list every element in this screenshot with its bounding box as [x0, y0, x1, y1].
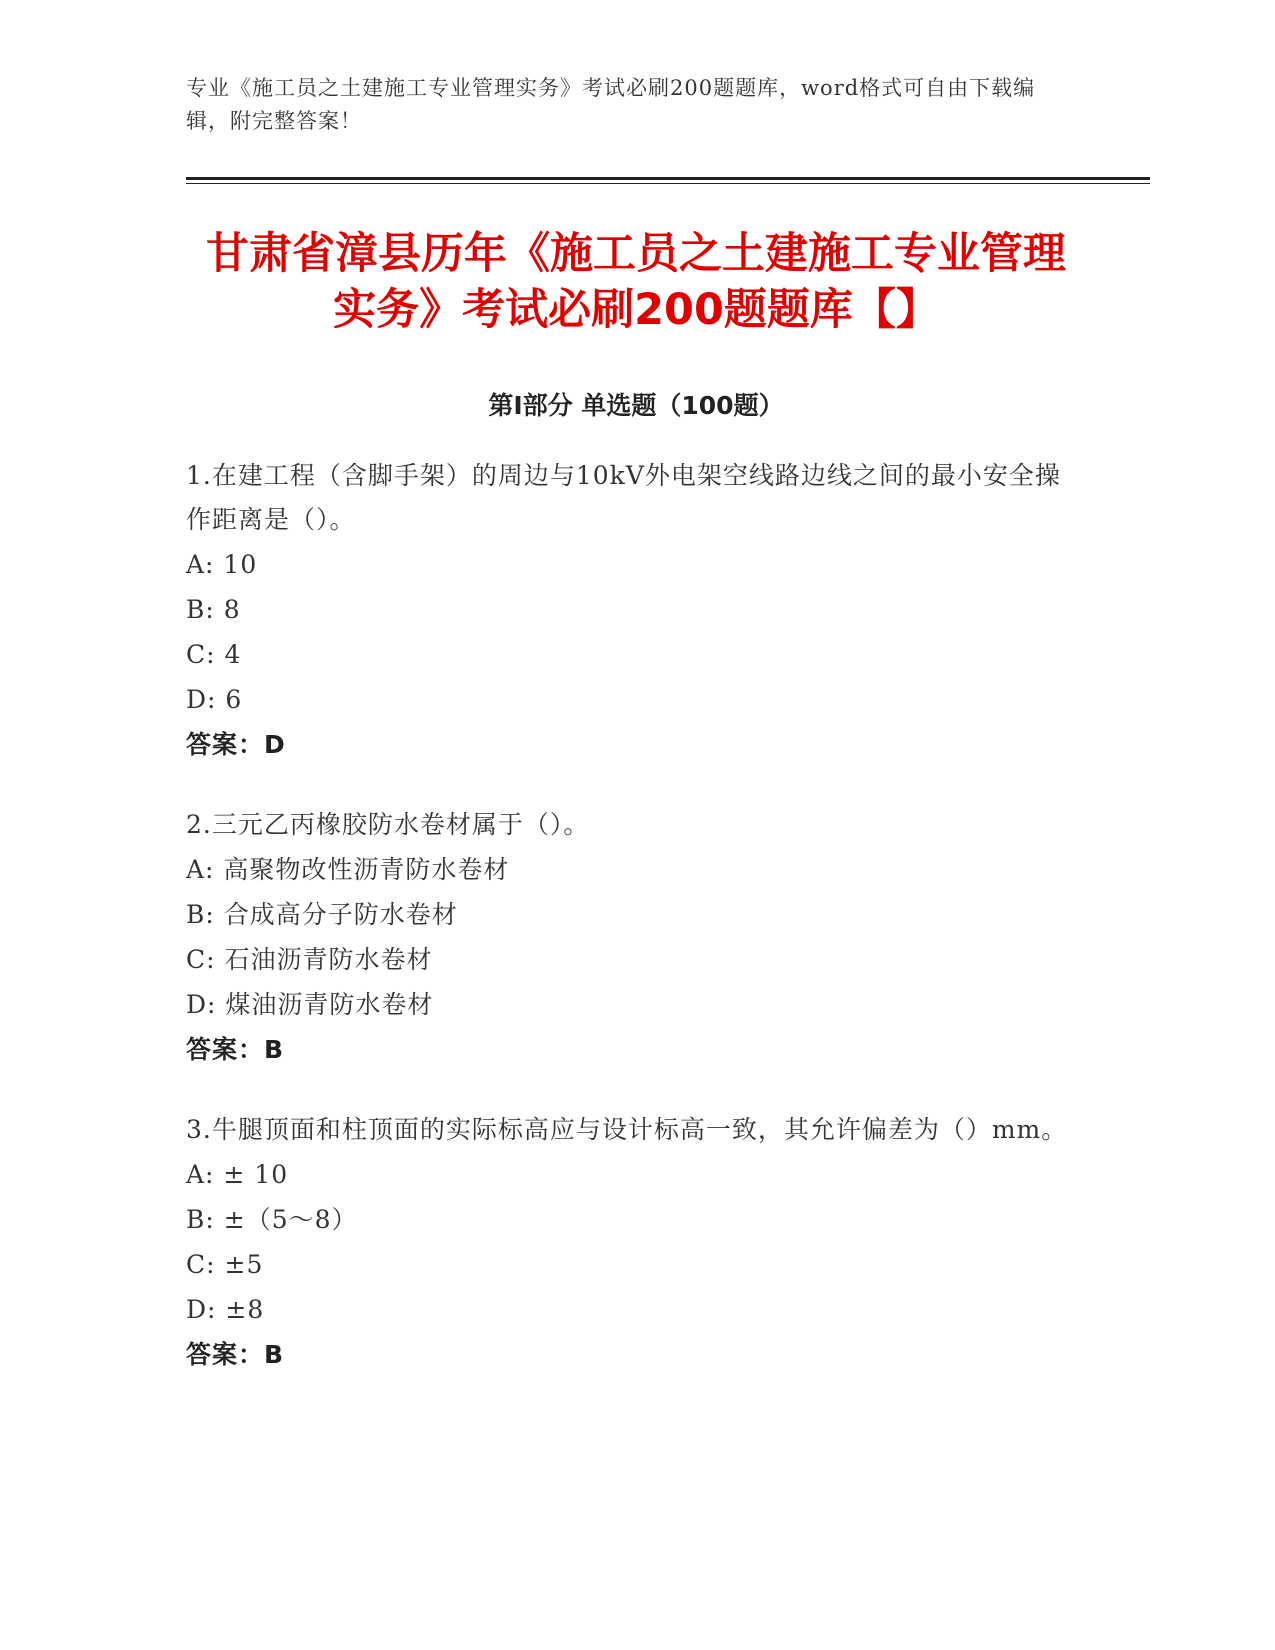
header-divider — [186, 177, 1150, 184]
question-stem: 2.三元乙丙橡胶防水卷材属于（）。 — [186, 810, 590, 839]
option-c: C: 石油沥青防水卷材 — [186, 945, 433, 974]
answer: 答案：D — [186, 730, 286, 759]
question-stem: 3.牛腿顶面和柱顶面的实际标高应与设计标高一致，其允许偏差为（）mm。 — [186, 1115, 1068, 1144]
document-title: 甘肃省漳县历年《施工员之土建施工专业管理实务》考试必刷200题题库【】 — [206, 229, 1066, 335]
option-b: B: 8 — [186, 595, 241, 624]
question-3 — [186, 1108, 1086, 1377]
option-a: A: 10 — [186, 550, 258, 579]
option-b: B: ±（5～8） — [186, 1205, 358, 1234]
header-note: 专业《施工员之土建施工专业管理实务》考试必刷200题题库，word格式可自由下载编辑，附完整答案！ — [186, 76, 1036, 133]
question-1 — [186, 454, 1086, 767]
option-d: D: ±8 — [186, 1295, 265, 1324]
option-d: D: 煤油沥青防水卷材 — [186, 990, 434, 1019]
option-d: D: 6 — [186, 685, 243, 714]
section-heading: 第Ⅰ部分 单选题（100题） — [488, 391, 784, 420]
option-b: B: 合成高分子防水卷材 — [186, 900, 458, 929]
answer: 答案：B — [186, 1340, 285, 1369]
question-2 — [186, 803, 1086, 1072]
option-c: C: ±5 — [186, 1250, 264, 1279]
option-a: A: ± 10 — [186, 1160, 289, 1189]
question-stem: 1.在建工程（含脚手架）的周边与10kV外电架空线路边线之间的最小安全操作距离是（）。 — [186, 461, 1061, 534]
option-c: C: 4 — [186, 640, 242, 669]
option-a: A: 高聚物改性沥青防水卷材 — [186, 855, 510, 884]
answer: 答案：B — [186, 1035, 285, 1064]
